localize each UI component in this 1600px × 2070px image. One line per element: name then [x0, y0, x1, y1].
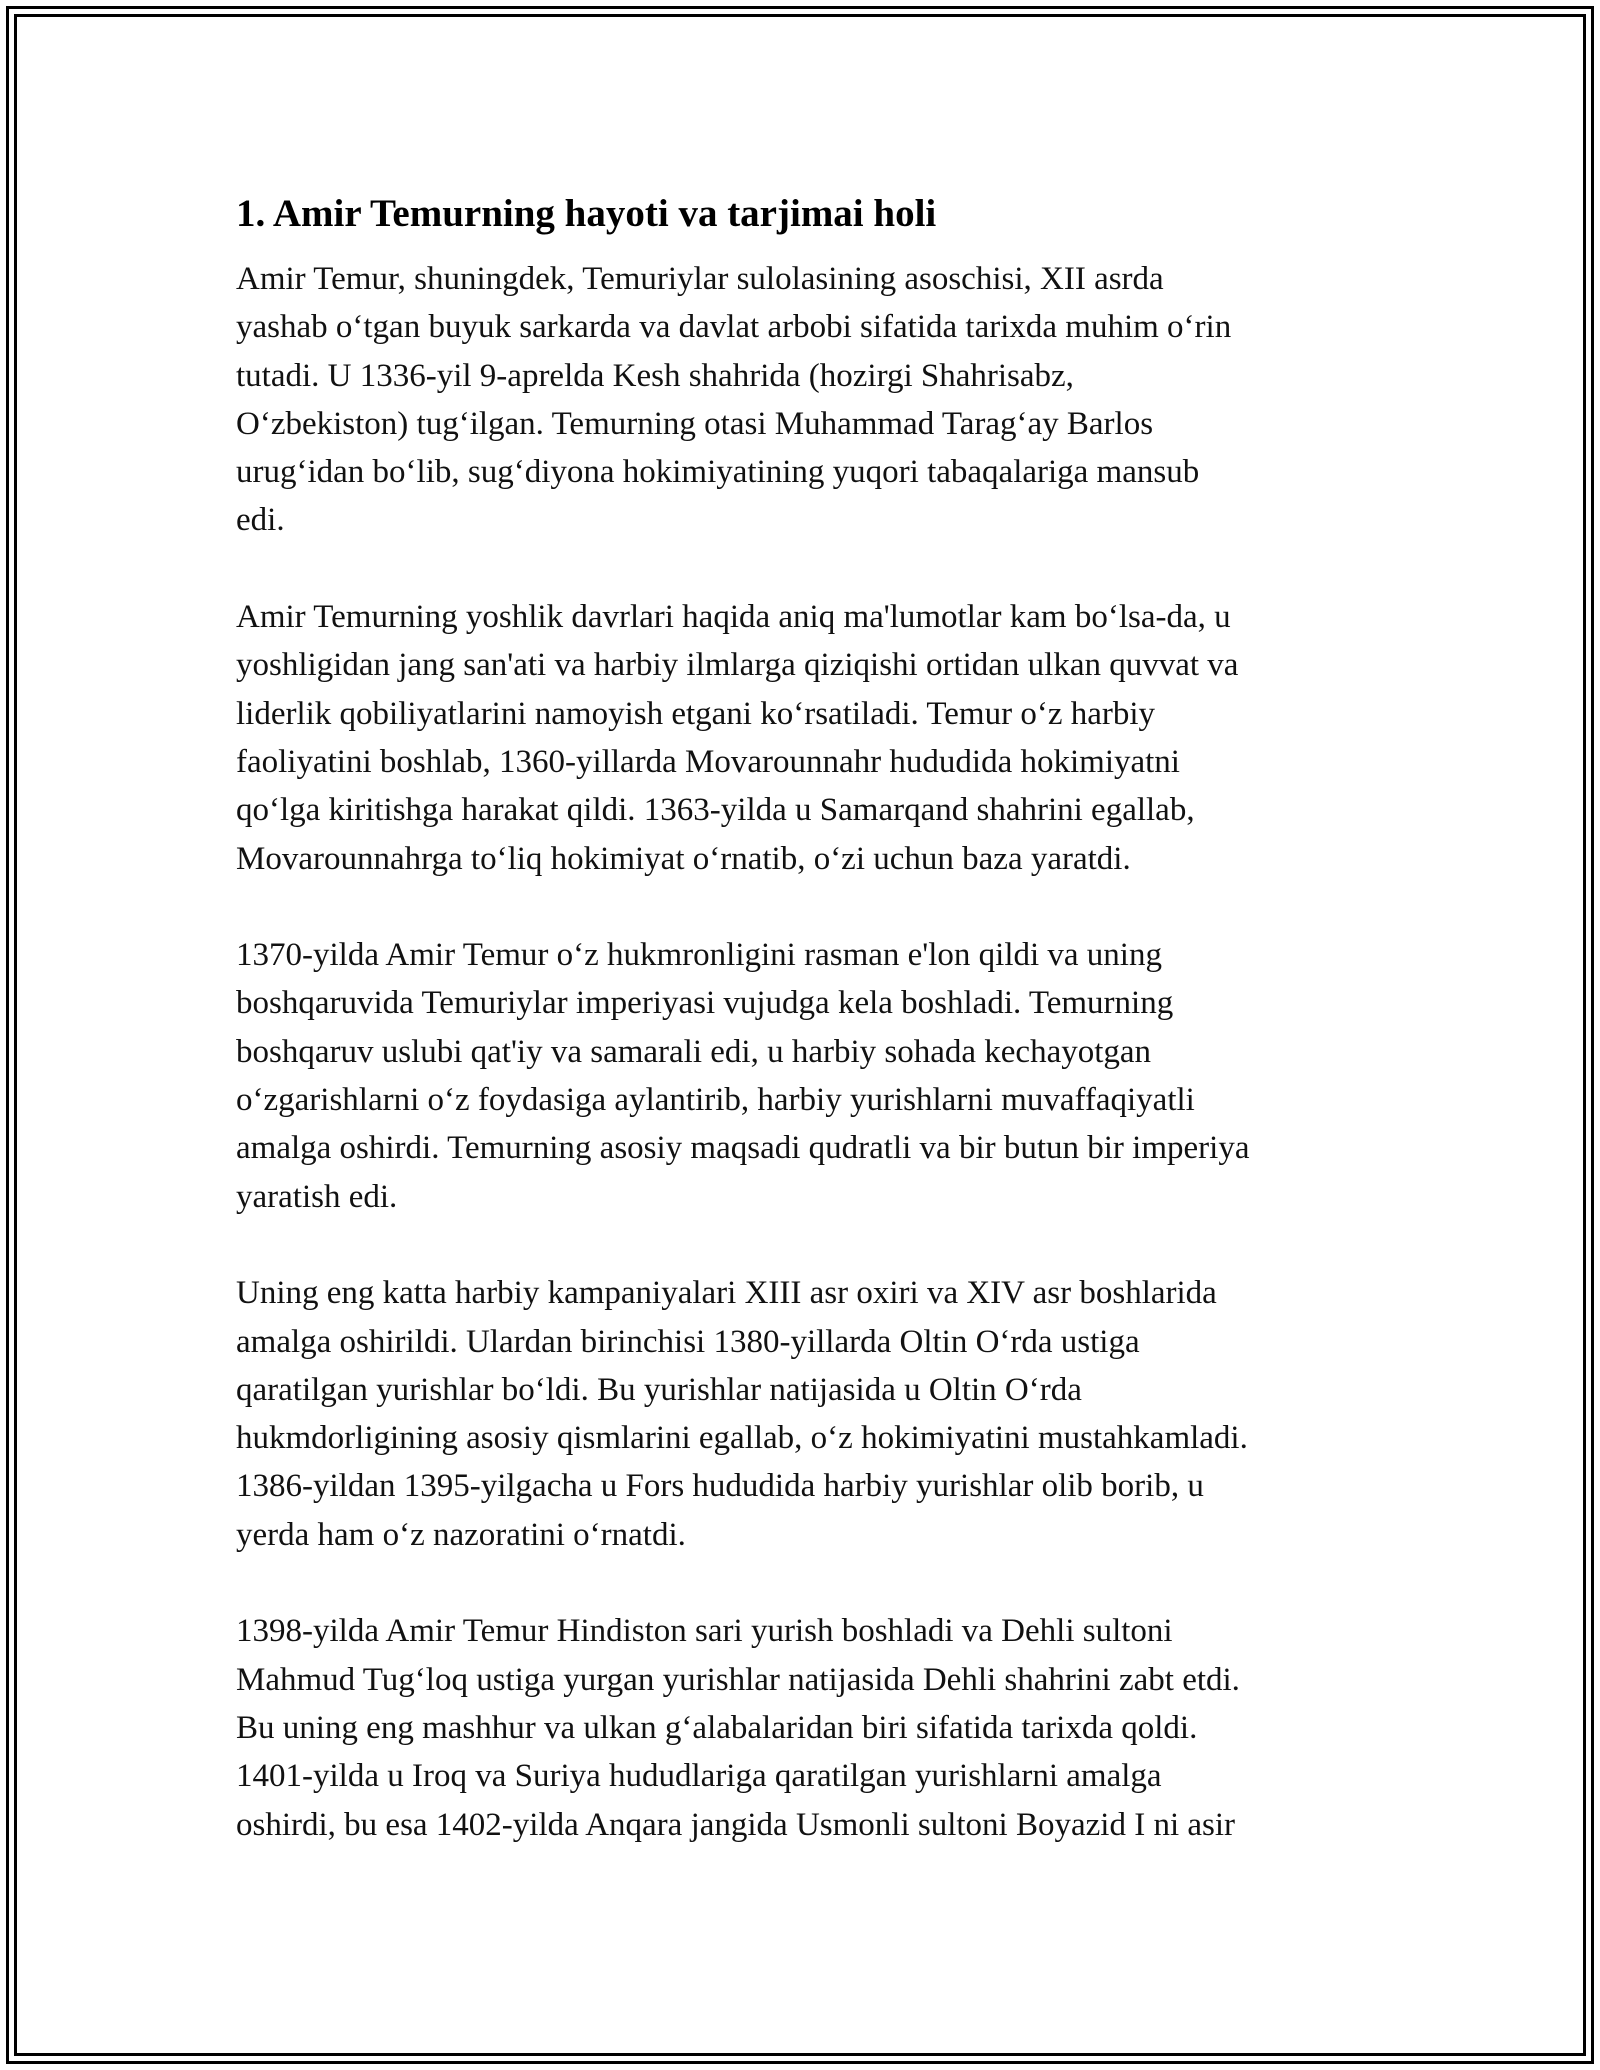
paragraph-1: Amir Temur, shuningdek, Temuriylar sulolasining asoschisi, XII asrda yashab o‘tgan buyuk sarkarda va davlat arbobi sifatida tarixda muhim o‘rin tutadi. U 1336-yil 9-aprelda Kesh shahrida (hozirgi Shahrisabz, O‘zbekiston) tug‘ilgan. Temurning otasi Muhammad Tarag‘ay Barlos urug‘idan bo‘lib, sug‘diyona hokimiyatining yuqori tabaqalariga mansub edi.: [236, 261, 1232, 539]
paragraph-4: Uning eng katta harbiy kampaniyalari XIII asr oxiri va XIV asr boshlarida amalga oshirildi. Ulardan birinchisi 1380-yillarda Oltin O‘rda ustiga qaratilgan yurishlar bo‘ldi. Bu yurishlar natijasida u Oltin O‘rda hukmdorligining asosiy qismlarini egallab, o‘z hokimiyatini mustahkamladi. 1386-yildan 1395-yilgacha u Fors hududida harbiy yurishlar olib borib, u yerda ham o‘z nazoratini o‘rnatdi.: [236, 1275, 1248, 1553]
paragraph-5: 1398-yilda Amir Temur Hindiston sari yurish boshladi va Dehli sultoni Mahmud Tug‘loq ustiga yurgan yurishlar natijasida Dehli shahrini zabt etdi. Bu uning eng mashhur va ulkan g‘alabalaridan biri sifatida tarixda qoldi. 1401-yilda u Iroq va Suriya hududlariga qaratilgan yurishlarni amalga oshirdi, bu esa 1402-yilda Anqara jangida Usmonli sultoni Boyazid I ni asir: [236, 1613, 1240, 1843]
paragraph-2: Amir Temurning yoshlik davrlari haqida aniq ma'lumotlar kam bo‘lsa-da, u yoshligidan jang san'ati va harbiy ilmlarga qiziqishi ortidan ulkan quvvat va liderlik qobiliyatlarini namoyish etgani ko‘rsatiladi. Temur o‘z harbiy faoliyatini boshlab, 1360-yillarda Movarounnahr hududida hokimiyatni qo‘lga kiritishga harakat qildi. 1363-yilda u Samarqand shahrini egallab, Movarounnahrga to‘liq hokimiyat o‘rnatib, o‘zi uchun baza yaratdi.: [236, 599, 1239, 877]
paragraph-3: 1370-yilda Amir Temur o‘z hukmronligini rasman e'lon qildi va uning boshqaruvida Temuriylar imperiyasi vujudga kela boshladi. Temurning boshqaruv uslubi qat'iy va samarali edi, u harbiy sohada kechayotgan o‘zgarishlarni o‘z foydasiga aylantirib, harbiy yurishlarni muvaffaqiyatli amalga oshirdi. Temurning asosiy maqsadi qudratli va bir butun bir imperiya yaratish edi.: [236, 937, 1250, 1215]
section-heading: 1. Amir Temurning hayoti va tarjimai holi: [236, 192, 937, 235]
document-body: [236, 185, 1376, 1897]
